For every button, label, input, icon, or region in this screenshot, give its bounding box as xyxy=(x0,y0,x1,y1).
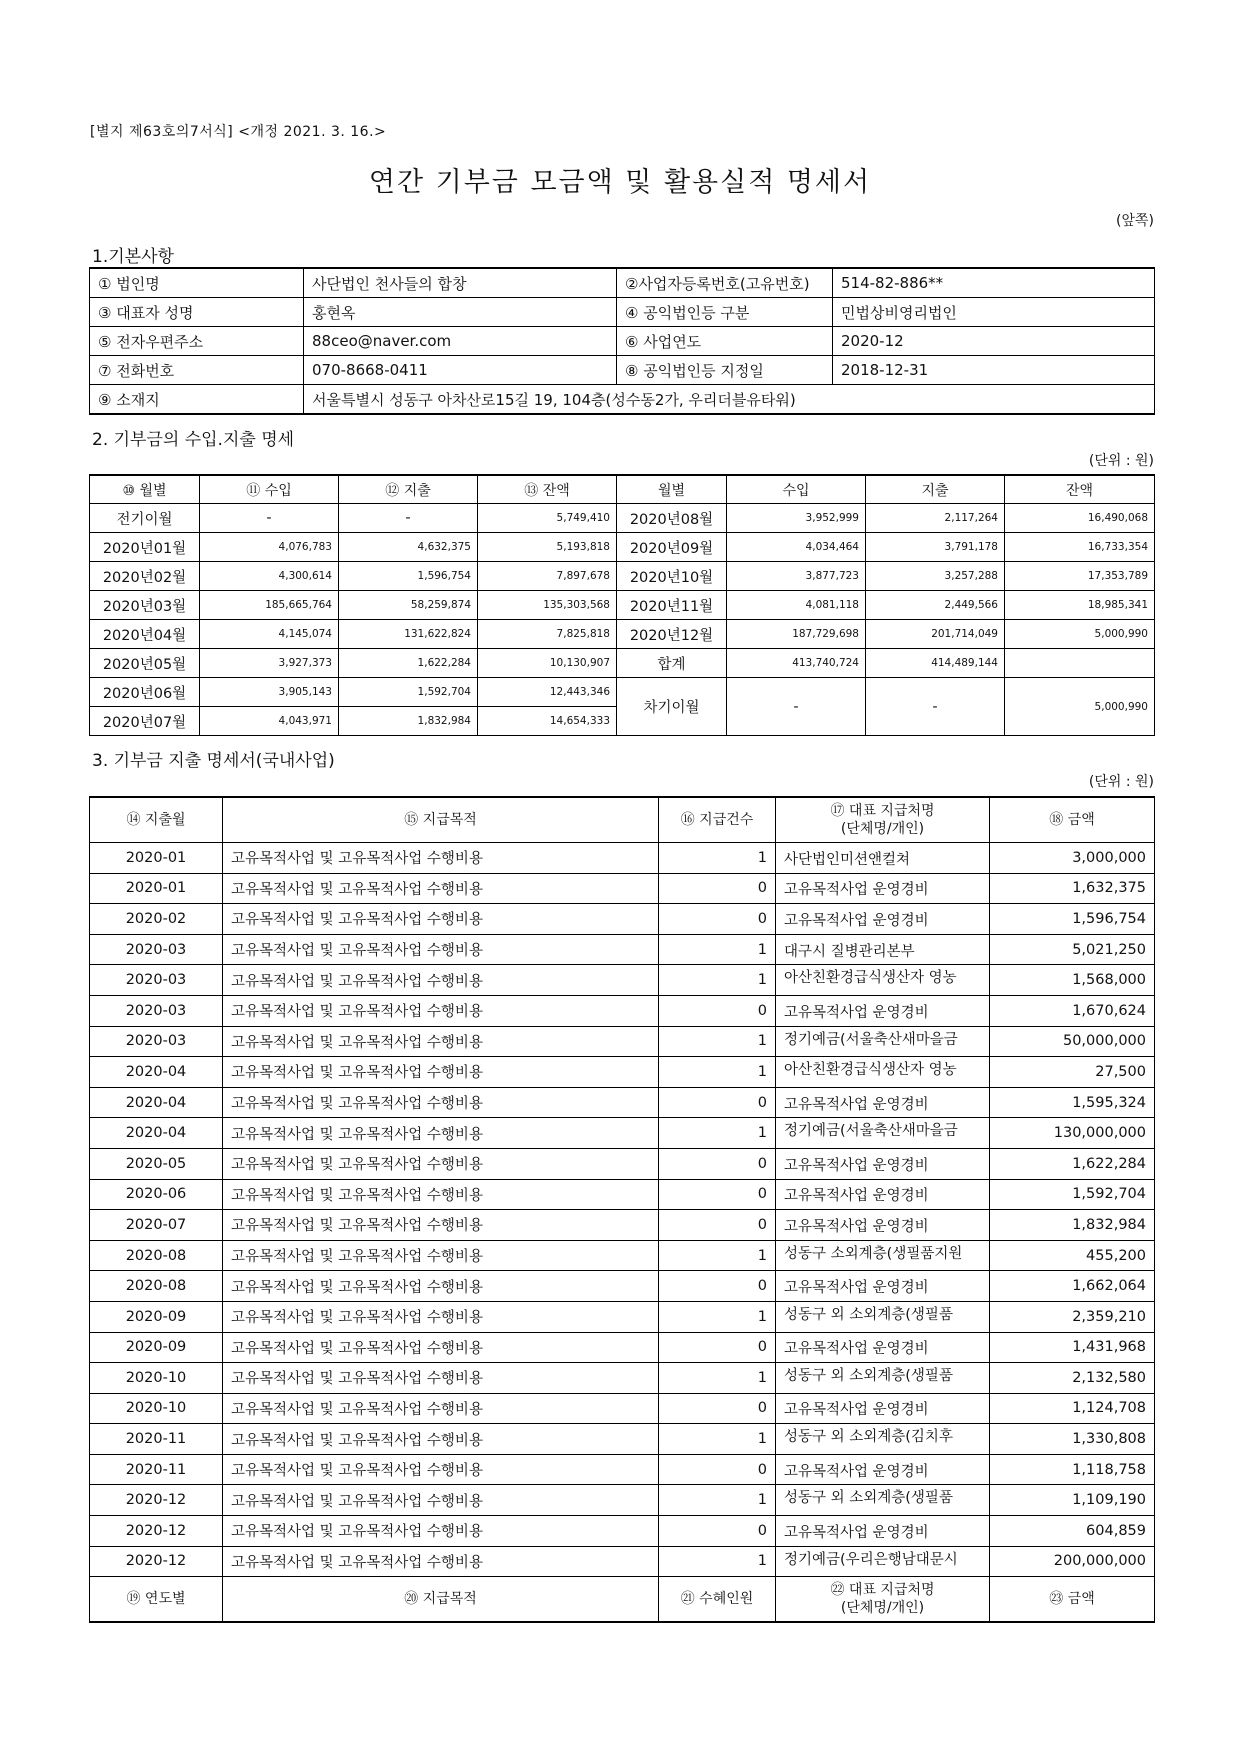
expense-row xyxy=(90,1026,1155,1057)
expense-row xyxy=(90,1516,1155,1547)
footer-beneficiaries: ㉑ 수혜인원 xyxy=(659,1577,776,1623)
header-recipient-line2: (단체명/개인) xyxy=(840,821,925,837)
recipient-cell: 고유목적사업 운영경비 xyxy=(776,1454,990,1485)
expense-row xyxy=(90,1301,1155,1332)
left-income-cell: 3,927,373 xyxy=(200,649,339,678)
recipient-cell: 사단법인미션앤컬쳐 xyxy=(776,843,990,874)
right-balance-cell: 5,000,990 xyxy=(1005,678,1155,736)
purpose-cell: 고유목적사업 및 고유목적사업 수행비용 xyxy=(223,1210,659,1241)
year-label: ⑥ 사업연도 xyxy=(617,327,833,356)
count-cell: 1 xyxy=(659,1424,776,1455)
expense-row xyxy=(90,1179,1155,1210)
purpose-cell: 고유목적사업 및 고유목적사업 수행비용 xyxy=(223,934,659,965)
purpose-cell: 고유목적사업 및 고유목적사업 수행비용 xyxy=(223,1546,659,1577)
income-row xyxy=(90,533,1155,562)
count-cell: 0 xyxy=(659,1210,776,1241)
designated-value: 2018-12-31 xyxy=(833,356,1155,385)
expense-row xyxy=(90,1332,1155,1363)
amount-cell: 1,431,968 xyxy=(990,1332,1155,1363)
recipient-cell: 성동구 소외계층(생필품지원 xyxy=(776,1240,990,1271)
left-expense-cell: 131,622,824 xyxy=(339,620,478,649)
expense-row xyxy=(90,873,1155,904)
left-income-cell: 4,076,783 xyxy=(200,533,339,562)
amount-cell: 604,859 xyxy=(990,1516,1155,1547)
purpose-cell: 고유목적사업 및 고유목적사업 수행비용 xyxy=(223,965,659,996)
right-income-cell: 4,034,464 xyxy=(727,533,866,562)
right-month-cell: 2020년10월 xyxy=(617,562,727,591)
recipient-cell: 고유목적사업 운영경비 xyxy=(776,1179,990,1210)
expense-month-cell: 2020-07 xyxy=(90,1210,223,1241)
count-cell: 0 xyxy=(659,1179,776,1210)
address-value: 서울특별시 성동구 아차산로15길 19, 104층(성수동2가, 우리더블유타워) xyxy=(304,385,1155,415)
right-expense-cell: 2,117,264 xyxy=(866,504,1005,533)
purpose-cell: 고유목적사업 및 고유목적사업 수행비용 xyxy=(223,1424,659,1455)
rep-label: ③ 대표자 성명 xyxy=(90,298,304,327)
purpose-cell: 고유목적사업 및 고유목적사업 수행비용 xyxy=(223,1393,659,1424)
amount-cell: 1,596,754 xyxy=(990,904,1155,935)
left-income-cell: 185,665,764 xyxy=(200,591,339,620)
header-expense-month: ⑭ 지출월 xyxy=(90,797,223,843)
left-expense-cell: 1,592,704 xyxy=(339,678,478,707)
expense-month-cell: 2020-06 xyxy=(90,1179,223,1210)
right-balance-cell: 16,733,354 xyxy=(1005,533,1155,562)
amount-cell: 5,021,250 xyxy=(990,934,1155,965)
left-income-cell: - xyxy=(200,504,339,533)
income-row xyxy=(90,649,1155,678)
expense-month-cell: 2020-04 xyxy=(90,1118,223,1149)
recipient-cell: 성동구 외 소외계층(생필품 xyxy=(776,1363,990,1394)
amount-cell: 2,132,580 xyxy=(990,1363,1155,1394)
amount-cell: 1,595,324 xyxy=(990,1087,1155,1118)
corp-name-value: 사단법인 천사들의 합창 xyxy=(304,268,617,298)
income-heading: 2. 기부금의 수입.지출 명세 xyxy=(92,430,295,450)
left-expense-cell: - xyxy=(339,504,478,533)
left-month-cell: 2020년06월 xyxy=(90,678,200,707)
count-cell: 0 xyxy=(659,995,776,1026)
count-cell: 1 xyxy=(659,1485,776,1516)
left-expense-cell: 4,632,375 xyxy=(339,533,478,562)
recipient-cell: 대구시 질병관리본부 xyxy=(776,934,990,965)
header-balance-2: 잔액 xyxy=(1005,475,1155,504)
header-balance: ⑬ 잔액 xyxy=(478,475,617,504)
count-cell: 1 xyxy=(659,843,776,874)
right-expense-cell: 2,449,566 xyxy=(866,591,1005,620)
right-expense-cell: 201,714,049 xyxy=(866,620,1005,649)
amount-cell: 1,832,984 xyxy=(990,1210,1155,1241)
amount-cell: 130,000,000 xyxy=(990,1118,1155,1149)
purpose-cell: 고유목적사업 및 고유목적사업 수행비용 xyxy=(223,1057,659,1088)
count-cell: 0 xyxy=(659,1087,776,1118)
expense-row xyxy=(90,1118,1155,1149)
expense-month-cell: 2020-08 xyxy=(90,1240,223,1271)
amount-cell: 1,662,064 xyxy=(990,1271,1155,1302)
purpose-cell: 고유목적사업 및 고유목적사업 수행비용 xyxy=(223,843,659,874)
right-month-cell: 차기이월 xyxy=(617,678,727,736)
amount-cell: 455,200 xyxy=(990,1240,1155,1271)
header-amount: ⑱ 금액 xyxy=(990,797,1155,843)
corp-name-label: ① 법인명 xyxy=(90,268,304,298)
income-unit: (단위 : 원) xyxy=(1088,453,1154,469)
count-cell: 1 xyxy=(659,1057,776,1088)
left-month-cell: 전기이월 xyxy=(90,504,200,533)
recipient-cell: 정기예금(서울축산새마을금 xyxy=(776,1026,990,1057)
right-month-cell: 2020년12월 xyxy=(617,620,727,649)
amount-cell: 3,000,000 xyxy=(990,843,1155,874)
designated-label: ⑧ 공익법인등 지정일 xyxy=(617,356,833,385)
expense-row xyxy=(90,1210,1155,1241)
left-month-cell: 2020년02월 xyxy=(90,562,200,591)
purpose-cell: 고유목적사업 및 고유목적사업 수행비용 xyxy=(223,995,659,1026)
recipient-cell: 성동구 외 소외계층(김치후 xyxy=(776,1424,990,1455)
right-expense-cell: 3,791,178 xyxy=(866,533,1005,562)
expense-header-row xyxy=(90,797,1155,843)
purpose-cell: 고유목적사업 및 고유목적사업 수행비용 xyxy=(223,1363,659,1394)
header-recipient-line1: ⑰ 대표 지급처명 xyxy=(830,803,935,819)
purpose-cell: 고유목적사업 및 고유목적사업 수행비용 xyxy=(223,1179,659,1210)
count-cell: 1 xyxy=(659,1026,776,1057)
expense-month-cell: 2020-08 xyxy=(90,1271,223,1302)
count-cell: 0 xyxy=(659,1148,776,1179)
left-month-cell: 2020년04월 xyxy=(90,620,200,649)
basic-row xyxy=(90,268,1155,298)
left-month-cell: 2020년03월 xyxy=(90,591,200,620)
expense-row xyxy=(90,995,1155,1026)
basic-row xyxy=(90,298,1155,327)
amount-cell: 1,622,284 xyxy=(990,1148,1155,1179)
purpose-cell: 고유목적사업 및 고유목적사업 수행비용 xyxy=(223,1485,659,1516)
header-month: ⑩ 월별 xyxy=(90,475,200,504)
income-row xyxy=(90,678,1155,707)
expense-row xyxy=(90,934,1155,965)
basic-info-table xyxy=(89,267,1155,415)
right-balance-cell: 5,000,990 xyxy=(1005,620,1155,649)
type-label: ④ 공익법인등 구분 xyxy=(617,298,833,327)
expense-row xyxy=(90,904,1155,935)
right-month-cell: 2020년08월 xyxy=(617,504,727,533)
header-income-2: 수입 xyxy=(727,475,866,504)
right-balance-cell: 17,353,789 xyxy=(1005,562,1155,591)
expense-row xyxy=(90,1393,1155,1424)
footer-year: ⑲ 연도별 xyxy=(90,1577,223,1623)
purpose-cell: 고유목적사업 및 고유목적사업 수행비용 xyxy=(223,1301,659,1332)
expense-month-cell: 2020-01 xyxy=(90,843,223,874)
expense-row xyxy=(90,843,1155,874)
right-expense-cell: 3,257,288 xyxy=(866,562,1005,591)
income-header-row xyxy=(90,475,1155,504)
expense-month-cell: 2020-03 xyxy=(90,934,223,965)
header-recipient xyxy=(776,797,990,843)
right-balance-cell: 16,490,068 xyxy=(1005,504,1155,533)
expense-row xyxy=(90,1454,1155,1485)
footer-recipient-line2: (단체명/개인) xyxy=(840,1600,925,1617)
right-income-cell: 3,952,999 xyxy=(727,504,866,533)
expense-unit: (단위 : 원) xyxy=(1088,774,1154,790)
recipient-cell: 아산친환경급식생산자 영농 xyxy=(776,965,990,996)
amount-cell: 1,330,808 xyxy=(990,1424,1155,1455)
expense-month-cell: 2020-04 xyxy=(90,1087,223,1118)
left-expense-cell: 1,622,284 xyxy=(339,649,478,678)
expense-row xyxy=(90,965,1155,996)
recipient-cell: 고유목적사업 운영경비 xyxy=(776,873,990,904)
left-balance-cell: 135,303,568 xyxy=(478,591,617,620)
left-balance-cell: 7,825,818 xyxy=(478,620,617,649)
expense-month-cell: 2020-02 xyxy=(90,904,223,935)
expense-row xyxy=(90,1485,1155,1516)
expense-month-cell: 2020-05 xyxy=(90,1148,223,1179)
email-value: 88ceo@naver.com xyxy=(304,327,617,356)
footer-recipient-line1: ㉒ 대표 지급처명 xyxy=(830,1582,935,1599)
expense-row xyxy=(90,1087,1155,1118)
left-expense-cell: 1,596,754 xyxy=(339,562,478,591)
expense-month-cell: 2020-04 xyxy=(90,1057,223,1088)
recipient-cell: 고유목적사업 운영경비 xyxy=(776,1393,990,1424)
left-income-cell: 4,043,971 xyxy=(200,707,339,736)
left-month-cell: 2020년07월 xyxy=(90,707,200,736)
recipient-cell: 정기예금(서울축산새마을금 xyxy=(776,1118,990,1149)
expense-row xyxy=(90,1148,1155,1179)
header-count: ⑯ 지급건수 xyxy=(659,797,776,843)
front-side-label: (앞쪽) xyxy=(1116,213,1154,229)
header-purpose: ⑮ 지급목적 xyxy=(223,797,659,843)
expense-month-cell: 2020-09 xyxy=(90,1301,223,1332)
income-row xyxy=(90,562,1155,591)
count-cell: 0 xyxy=(659,1516,776,1547)
purpose-cell: 고유목적사업 및 고유목적사업 수행비용 xyxy=(223,1271,659,1302)
recipient-cell: 고유목적사업 운영경비 xyxy=(776,1087,990,1118)
income-row xyxy=(90,504,1155,533)
header-expense: ⑫ 지출 xyxy=(339,475,478,504)
left-balance-cell: 14,654,333 xyxy=(478,707,617,736)
recipient-cell: 고유목적사업 운영경비 xyxy=(776,1332,990,1363)
phone-label: ⑦ 전화번호 xyxy=(90,356,304,385)
basic-row xyxy=(90,327,1155,356)
recipient-cell: 고유목적사업 운영경비 xyxy=(776,995,990,1026)
amount-cell: 1,118,758 xyxy=(990,1454,1155,1485)
left-balance-cell: 5,193,818 xyxy=(478,533,617,562)
form-number: [별지 제63호의7서식] <개정 2021. 3. 16.> xyxy=(90,124,387,140)
amount-cell: 1,568,000 xyxy=(990,965,1155,996)
expense-row xyxy=(90,1546,1155,1577)
basic-heading: 1.기본사항 xyxy=(92,247,174,267)
expense-month-cell: 2020-09 xyxy=(90,1332,223,1363)
purpose-cell: 고유목적사업 및 고유목적사업 수행비용 xyxy=(223,904,659,935)
left-balance-cell: 10,130,907 xyxy=(478,649,617,678)
recipient-cell: 성동구 외 소외계층(생필품 xyxy=(776,1485,990,1516)
expense-month-cell: 2020-03 xyxy=(90,965,223,996)
recipient-cell: 고유목적사업 운영경비 xyxy=(776,1148,990,1179)
right-expense-cell: - xyxy=(866,678,1005,736)
recipient-cell: 고유목적사업 운영경비 xyxy=(776,1271,990,1302)
expense-month-cell: 2020-10 xyxy=(90,1393,223,1424)
recipient-cell: 고유목적사업 운영경비 xyxy=(776,1210,990,1241)
recipient-cell: 아산친환경급식생산자 영농 xyxy=(776,1057,990,1088)
right-month-cell: 합계 xyxy=(617,649,727,678)
right-income-cell: 413,740,724 xyxy=(727,649,866,678)
purpose-cell: 고유목적사업 및 고유목적사업 수행비용 xyxy=(223,1087,659,1118)
left-balance-cell: 5,749,410 xyxy=(478,504,617,533)
amount-cell: 1,124,708 xyxy=(990,1393,1155,1424)
expense-month-cell: 2020-03 xyxy=(90,1026,223,1057)
expense-row xyxy=(90,1240,1155,1271)
amount-cell: 27,500 xyxy=(990,1057,1155,1088)
count-cell: 1 xyxy=(659,1301,776,1332)
count-cell: 1 xyxy=(659,934,776,965)
purpose-cell: 고유목적사업 및 고유목적사업 수행비용 xyxy=(223,1332,659,1363)
right-income-cell: 187,729,698 xyxy=(727,620,866,649)
expense-row xyxy=(90,1271,1155,1302)
expense-month-cell: 2020-11 xyxy=(90,1454,223,1485)
right-balance-cell: 18,985,341 xyxy=(1005,591,1155,620)
expense-month-cell: 2020-12 xyxy=(90,1485,223,1516)
count-cell: 1 xyxy=(659,1118,776,1149)
amount-cell: 1,109,190 xyxy=(990,1485,1155,1516)
expense-row xyxy=(90,1363,1155,1394)
left-expense-cell: 58,259,874 xyxy=(339,591,478,620)
expense-heading: 3. 기부금 지출 명세서(국내사업) xyxy=(92,751,335,771)
expense-month-cell: 2020-12 xyxy=(90,1546,223,1577)
count-cell: 0 xyxy=(659,873,776,904)
right-balance-cell xyxy=(1005,649,1155,678)
header-month-2: 월별 xyxy=(617,475,727,504)
right-income-cell: 3,877,723 xyxy=(727,562,866,591)
page-title: 연간 기부금 모금액 및 활용실적 명세서 xyxy=(368,167,872,198)
recipient-cell: 정기예금(우리은행남대문시 xyxy=(776,1546,990,1577)
count-cell: 0 xyxy=(659,1393,776,1424)
rep-value: 홍현옥 xyxy=(304,298,617,327)
purpose-cell: 고유목적사업 및 고유목적사업 수행비용 xyxy=(223,1026,659,1057)
right-income-cell: 4,081,118 xyxy=(727,591,866,620)
recipient-cell: 성동구 외 소외계층(생필품 xyxy=(776,1301,990,1332)
expense-month-cell: 2020-10 xyxy=(90,1363,223,1394)
count-cell: 1 xyxy=(659,1546,776,1577)
amount-cell: 1,592,704 xyxy=(990,1179,1155,1210)
right-income-cell: - xyxy=(727,678,866,736)
right-month-cell: 2020년09월 xyxy=(617,533,727,562)
type-value: 민법상비영리법인 xyxy=(833,298,1155,327)
purpose-cell: 고유목적사업 및 고유목적사업 수행비용 xyxy=(223,1454,659,1485)
phone-value: 070-8668-0411 xyxy=(304,356,617,385)
year-value: 2020-12 xyxy=(833,327,1155,356)
expense-footer-row xyxy=(90,1577,1155,1623)
left-month-cell: 2020년01월 xyxy=(90,533,200,562)
email-label: ⑤ 전자우편주소 xyxy=(90,327,304,356)
count-cell: 1 xyxy=(659,1240,776,1271)
expense-month-cell: 2020-11 xyxy=(90,1424,223,1455)
purpose-cell: 고유목적사업 및 고유목적사업 수행비용 xyxy=(223,1148,659,1179)
income-table xyxy=(89,474,1155,736)
right-month-cell: 2020년11월 xyxy=(617,591,727,620)
purpose-cell: 고유목적사업 및 고유목적사업 수행비용 xyxy=(223,1516,659,1547)
count-cell: 0 xyxy=(659,904,776,935)
amount-cell: 2,359,210 xyxy=(990,1301,1155,1332)
footer-recipient xyxy=(776,1577,990,1623)
count-cell: 0 xyxy=(659,1271,776,1302)
basic-row xyxy=(90,385,1155,415)
count-cell: 0 xyxy=(659,1454,776,1485)
recipient-cell: 고유목적사업 운영경비 xyxy=(776,904,990,935)
purpose-cell: 고유목적사업 및 고유목적사업 수행비용 xyxy=(223,1118,659,1149)
bizno-value: 514-82-886** xyxy=(833,268,1155,298)
bizno-label: ②사업자등록번호(고유번호) xyxy=(617,268,833,298)
footer-purpose: ⑳ 지급목적 xyxy=(223,1577,659,1623)
left-balance-cell: 7,897,678 xyxy=(478,562,617,591)
expense-month-cell: 2020-03 xyxy=(90,995,223,1026)
amount-cell: 1,632,375 xyxy=(990,873,1155,904)
purpose-cell: 고유목적사업 및 고유목적사업 수행비용 xyxy=(223,873,659,904)
count-cell: 0 xyxy=(659,1332,776,1363)
header-expense-2: 지출 xyxy=(866,475,1005,504)
expense-row xyxy=(90,1424,1155,1455)
basic-row xyxy=(90,356,1155,385)
income-row xyxy=(90,620,1155,649)
left-income-cell: 4,300,614 xyxy=(200,562,339,591)
amount-cell: 200,000,000 xyxy=(990,1546,1155,1577)
recipient-cell: 고유목적사업 운영경비 xyxy=(776,1516,990,1547)
purpose-cell: 고유목적사업 및 고유목적사업 수행비용 xyxy=(223,1240,659,1271)
left-month-cell: 2020년05월 xyxy=(90,649,200,678)
header-income: ⑪ 수입 xyxy=(200,475,339,504)
amount-cell: 1,670,624 xyxy=(990,995,1155,1026)
footer-amount: ㉓ 금액 xyxy=(990,1577,1155,1623)
expense-month-cell: 2020-01 xyxy=(90,873,223,904)
count-cell: 1 xyxy=(659,1363,776,1394)
income-row xyxy=(90,591,1155,620)
left-balance-cell: 12,443,346 xyxy=(478,678,617,707)
expense-table xyxy=(89,796,1155,1623)
right-expense-cell: 414,489,144 xyxy=(866,649,1005,678)
amount-cell: 50,000,000 xyxy=(990,1026,1155,1057)
count-cell: 1 xyxy=(659,965,776,996)
left-income-cell: 4,145,074 xyxy=(200,620,339,649)
left-expense-cell: 1,832,984 xyxy=(339,707,478,736)
expense-month-cell: 2020-12 xyxy=(90,1516,223,1547)
left-income-cell: 3,905,143 xyxy=(200,678,339,707)
address-label: ⑨ 소재지 xyxy=(90,385,304,415)
expense-row xyxy=(90,1057,1155,1088)
